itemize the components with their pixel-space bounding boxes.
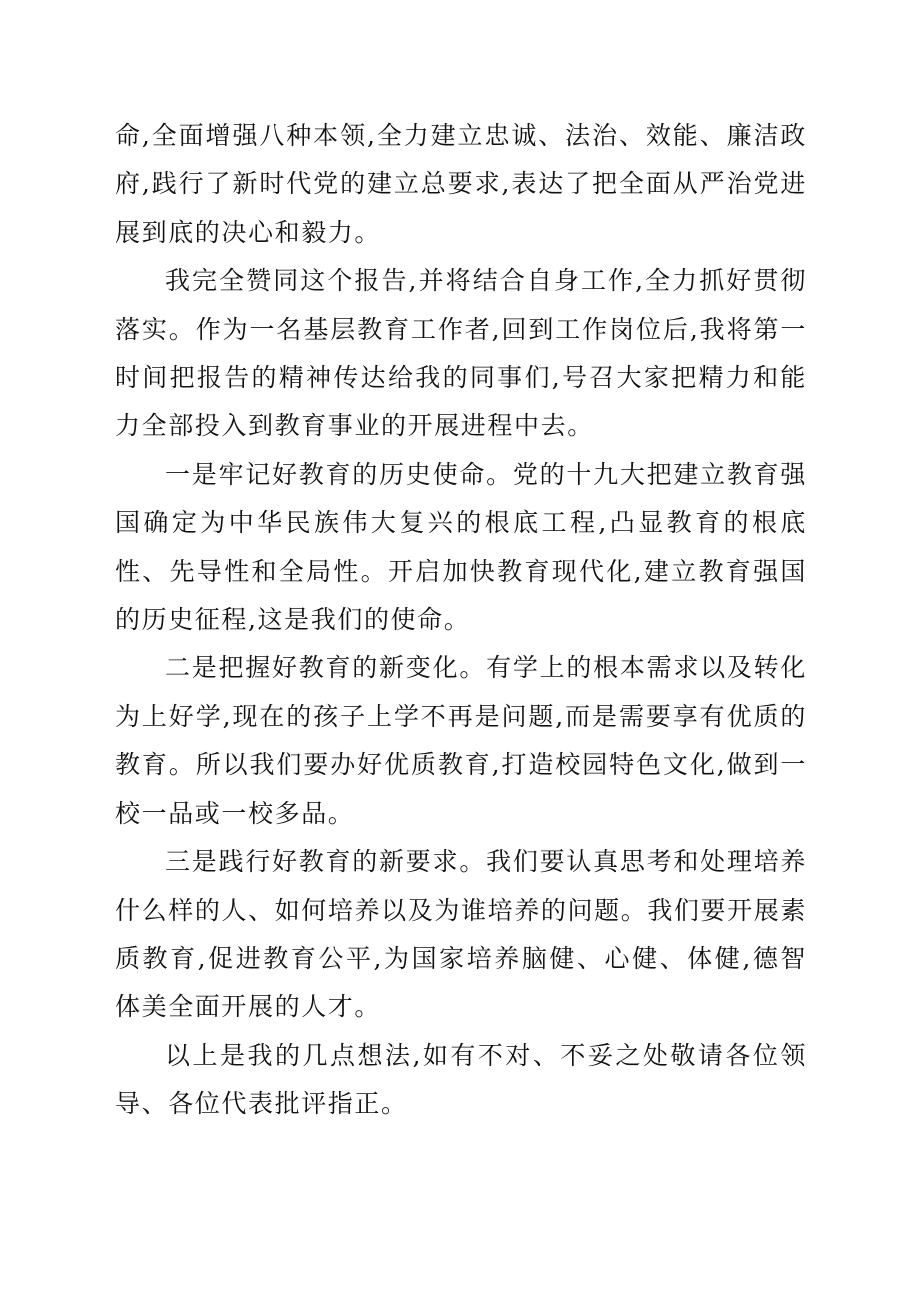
- document-body: [115, 112, 807, 1129]
- paragraph-point-one: 一是牢记好教育的历史使命。党的十九大把建立教育强国确定为中华民族伟大复兴的根底工程,凸显教育的根底性、先导性和全局性。开启加快教育现代化,建立教育强国的历史征程,这是我们的使命。: [115, 459, 807, 635]
- paragraph-continuation: 命,全面增强八种本领,全力建立忠诚、法治、效能、廉洁政府,践行了新时代党的建立总要求,表达了把全面从严治党进展到底的决心和毅力。: [115, 121, 807, 247]
- paragraph-point-two: 二是把握好教育的新变化。有学上的根本需求以及转化为上好学,现在的孩子上学不再是问题,而是需要享有优质的教育。所以我们要办好优质教育,打造校园特色文化,做到一校一品或一校多品。: [115, 653, 807, 828]
- paragraph-closing: 以上是我的几点想法,如有不对、不妥之处敬请各位领导、各位代表批评指正。: [115, 1040, 807, 1119]
- paragraph-point-three: 三是践行好教育的新要求。我们要认真思考和处理培养什么样的人、如何培养以及为谁培养的问题。我们要开展素质教育,促进教育公平,为国家培养脑健、心健、体健,德智体美全面开展的人才。: [115, 847, 807, 1022]
- paragraph-agreement: 我完全赞同这个报告,并将结合自身工作,全力抓好贯彻落实。作为一名基层教育工作者,回到工作岗位后,我将第一时间把报告的精神传达给我的同事们,号召大家把精力和能力全部投入到教育事业的开展进程中去。: [115, 266, 807, 441]
